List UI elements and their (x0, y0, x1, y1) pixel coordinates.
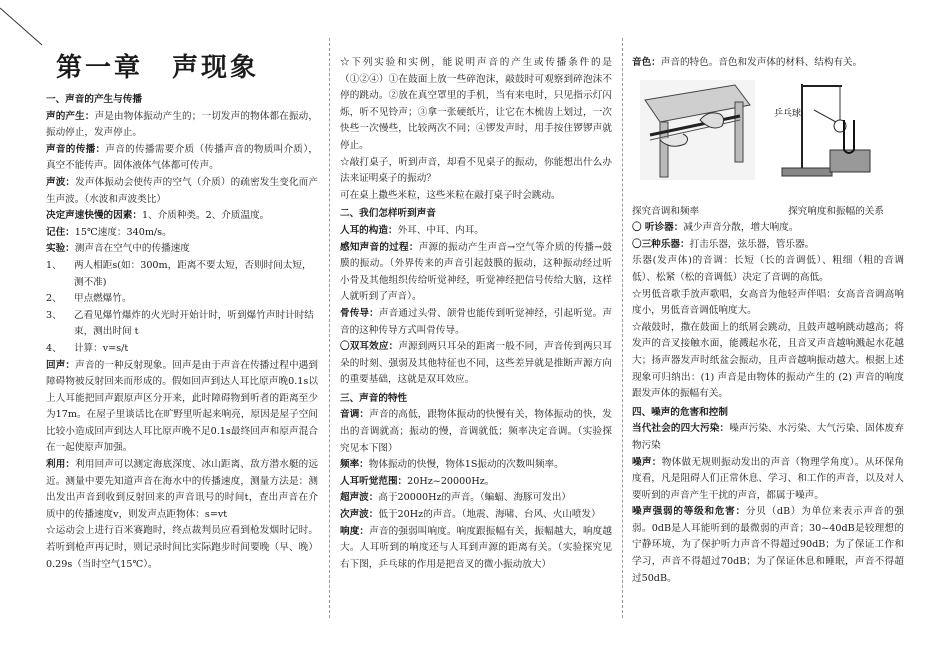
column-3-body (632, 220, 904, 587)
term: 骨传导： (340, 307, 379, 319)
step-number: 1、 (46, 259, 62, 271)
term: 噪声强弱的等级和危害： (632, 506, 746, 518)
text-paragraph: 可在桌上撒些米粒，这些米粒在敲打桌子时会跳动。 (340, 189, 561, 201)
numbered-step (46, 341, 318, 358)
term: 人耳听觉范围： (340, 475, 408, 487)
definition-text: 物体振动的快慢，物体1S振动的次数叫频率。 (368, 459, 564, 471)
timbre-paragraph: 音色：声音的特色。音色和发声体的材料、结构有关。 (632, 57, 863, 68)
pingpong-label: 乒乓球 (774, 108, 802, 119)
definition-paragraph (46, 358, 318, 458)
column-2-body (340, 55, 612, 573)
section-heading: 四、噪声的危害和控制 (632, 406, 728, 418)
definition-paragraph (632, 504, 904, 587)
text-paragraph: ☆下列实验和实例，能说明声音的产生或传播条件的是（①②④）①在鼓面上放一些碎泡沫，敲鼓时可观察到碎泡沫不停的跳动。②放在真空罩里的手机，当有来电时，只见指示灯闪烁，听不见铃声；③拿一张硬纸片，让它在木梳齿上划过，一次快些一次慢些，比较两次不同；④锣发声时，用手按住锣锣声就停止。 (340, 57, 612, 151)
term: 超声波： (340, 492, 379, 504)
definition-paragraph (46, 175, 318, 208)
step-text: 乙看见爆竹爆炸的火光时开始计时，听到爆竹声时计时结束，测出时间 t (74, 309, 314, 338)
definition-text: 1、介质种类。2、介质温度。 (141, 210, 270, 222)
column-2 (340, 55, 612, 573)
caption-loudness-amplitude: 探究响度和振幅的关系 (788, 205, 884, 217)
definition-paragraph (632, 421, 904, 454)
column-1 (46, 48, 318, 573)
definition-paragraph (46, 457, 318, 523)
definition-text: 物体做无规则振动发出的声音（物理学角度）。从环保角度看，凡是阻碍人们正常休息、学习、和工作的声音，以及对人要听到的声音产生干扰的声音，都属于噪声。 (632, 456, 905, 501)
definition-paragraph (340, 490, 612, 507)
text-paragraph: 乐器(发声体)的音调：长短（长的音调低）、粗细（粗的音调低）、松紧（松的音调低）决定了音调的高低。 (632, 255, 904, 283)
definition-text: 20Hz~20000Hz。 (407, 475, 495, 487)
definition-paragraph (340, 524, 612, 574)
definition-text: 发声体振动会使传声的空气（介质）的疏密发生变化而产生声波。（水波和声波类比） (46, 176, 318, 205)
definition-text: 声源的振动产生声音→空气等介质的传播→鼓膜的振动。（外界传来的声音引起鼓膜的振动，这种振动经过听小骨及其他组织传给听觉神经，听觉神经把信号传给大脑，这样人就听到了声音）。 (340, 241, 612, 303)
column-1-body (46, 92, 318, 573)
term: 声的产生： (46, 110, 95, 122)
definition-paragraph (340, 407, 612, 457)
definition-paragraph (340, 457, 612, 474)
definition-text: 噪声污染、水污染、大气污染、固体废弃物污染 (632, 423, 904, 451)
term: 实验： (46, 243, 75, 255)
definition-text: 打击乐器，弦乐器，管乐器。 (689, 238, 815, 250)
definition-text: 声是由物体振动产生的；一切发声的物体都在振动，振动停止，发声停止。 (46, 110, 318, 139)
definition-text: 声音通过头骨、颌骨也能传到听觉神经，引起听觉。声音的这种传导方式叫骨传导。 (340, 307, 612, 336)
definition-paragraph (340, 339, 612, 389)
section-heading: 一、声音的产生与传播 (46, 94, 142, 105)
term: 次声波： (340, 509, 379, 521)
definition-paragraph (46, 109, 318, 142)
chapter-title: 第一章 声现象 (56, 53, 260, 83)
definition-text: 声音的高低，跟物体振动的快慢有关，物体振动的快，发出的音调就高；振动的慢，音调就低；频率决定音调。（实验探究见本下图） (340, 409, 612, 454)
definition-text: 声音的强弱叫响度。响度跟振幅有关，振幅越大，响度越大。人耳听到的响度还与人耳到声源的距离有关。（实验探究见右下图，乒乓球的作用是把音叉的微小振动放大） (340, 525, 612, 570)
step-number: 2、 (46, 293, 62, 305)
column-divider-2 (622, 38, 623, 618)
experiment-figures (632, 76, 904, 204)
term: 音调： (340, 409, 370, 421)
definition-paragraph (46, 142, 318, 175)
term: 声波： (46, 176, 76, 188)
numbered-step (46, 258, 318, 291)
text-paragraph: ☆敲打桌子，听到声音，却看不见桌子的振动，你能想出什么办法来证明桌子的振动？ (340, 156, 612, 185)
definition-paragraph (632, 455, 904, 505)
term: 回声： (46, 359, 76, 371)
definition-text: 测声音在空气中的传播速度 (74, 243, 190, 255)
ruler-on-table-illustration (640, 80, 755, 180)
term: 〇双耳效应： (340, 341, 399, 353)
definition-text: 声源到两只耳朵的距离一般不同，声音传到两只耳朵的时刻、强弱及其他特征也不同，这些差异就是推断声源方向的重要基础，这就是双耳效应。 (340, 341, 612, 386)
step-text: 两人相距s(如：300m，距离不要太短，否则时间太短，测不准) (74, 259, 312, 288)
definition-paragraph (46, 225, 318, 242)
term: 响度： (340, 525, 370, 537)
step-text: 计算：v=s/t (74, 342, 129, 354)
step-number: 3、 (46, 309, 62, 321)
definition-paragraph (340, 240, 612, 306)
term: 噪声： (632, 456, 662, 468)
caption-pitch-frequency: 探究音调和频率 (632, 205, 700, 217)
text-paragraph: ☆敲鼓时，撒在鼓面上的纸屑会跳动，且鼓声越响跳动越高；将发声的音叉接触水面，能溅起水花，且音叉声音越响溅起水花越大；扬声器发声时纸盆会振动，且声音越响振动越大。根据上述现象可归纳出：(1) 声音是由物体的振动产生的 (2) 声音的响度跟发声体的振幅有关。 (632, 321, 904, 400)
term: 人耳的构造： (340, 224, 398, 236)
column-divider-1 (329, 38, 330, 618)
section-heading: 三、声音的特性 (340, 392, 408, 404)
definition-text: 外耳、中耳、内耳。 (397, 224, 484, 236)
term: 感知声音的过程： (340, 241, 419, 253)
definition-paragraph (340, 223, 612, 240)
term: 决定声速快慢的因素： (46, 210, 142, 222)
definition-paragraph (340, 507, 612, 524)
step-number: 4、 (46, 342, 62, 354)
definition-text: 高于20000Hz的声音。（蝙蝠、海豚可发出） (378, 492, 572, 504)
definition-text: 15℃速度：340m/s。 (74, 226, 172, 238)
definition-text: 减少声音分散，增大响度。 (683, 222, 799, 234)
definition-paragraph (632, 237, 904, 254)
term: 〇三种乐器： (632, 238, 690, 250)
text-paragraph: ☆男低音歌手放声歌唱，女高音为他轻声伴唱：女高音音调高响度小，男低音音调低响度大。 (632, 288, 904, 317)
definition-text: 低于20Hz的声音。（地震、海啸、台风、火山喷发） (378, 509, 601, 521)
tuning-fork-pingpong-illustration (772, 80, 892, 180)
definition-paragraph (632, 220, 904, 237)
definition-text: 利用回声可以测定海底深度、冰山距离、敌方潜水艇的远近。测量中要先知道声音在海水中的传播速度，测量方法是：测出发出声音到收到反射回来的声音讯号的时间t，查出声音在介质中的传播速度v，则发声点距物体：s=vt (46, 459, 318, 520)
numbered-step (46, 291, 318, 308)
figure-captions (632, 204, 904, 221)
step-text: 甲点燃爆竹。 (74, 293, 132, 305)
definition-paragraph (340, 306, 612, 339)
definition-paragraph (46, 208, 318, 225)
definition-paragraph (46, 241, 318, 258)
term: 当代社会的四大污染： (632, 423, 730, 435)
definition-text: 声音的一种反射现象。回声是由于声音在传播过程中遇到障碍物被反射回来而形成的。假如回声到达人耳比原声晚0.1s以上人耳能把回声跟原声区分开来，此时障碍物到听者的距离至少为17m。在屋子里谈话比在旷野里听起来响亮，原因是屋子空间比较小造成回声到达人耳比原声晚不足0.1s最终回声和原声混合在一起使原声加强。 (46, 359, 318, 454)
column-3 (632, 55, 904, 587)
definition-paragraph (340, 474, 612, 491)
numbered-step (46, 308, 318, 341)
definition-text: 分贝（dB）为单位来表示声音的强弱。0dB是人耳能听到的最微弱的声音；30~40dB是较理想的宁静环境，为了保护听力声音不得超过90dB；为了保证工作和学习，声音不得超过70dB；为了保证休息和睡眠，声音不得超过50dB。 (632, 506, 904, 584)
term: 频率： (340, 459, 369, 471)
term: 利用： (46, 459, 76, 471)
term: 声音的传播： (46, 143, 106, 155)
text-paragraph: ☆运动会上进行百米赛跑时，终点裁判员应看到枪发烟时记时。若听到枪声再记时，则记录时间比实际跑步时间要晚（早、晚）0.29s（当时空气15℃）。 (46, 525, 318, 570)
section-heading: 二、我们怎样听到声音 (340, 208, 436, 220)
definition-text: 声音的传播需要介质（传播声音的物质叫介质），真空不能传声。固体液体气体都可传声。 (46, 143, 319, 172)
term: 记住： (46, 226, 75, 238)
term: 〇 听诊器： (632, 222, 684, 234)
